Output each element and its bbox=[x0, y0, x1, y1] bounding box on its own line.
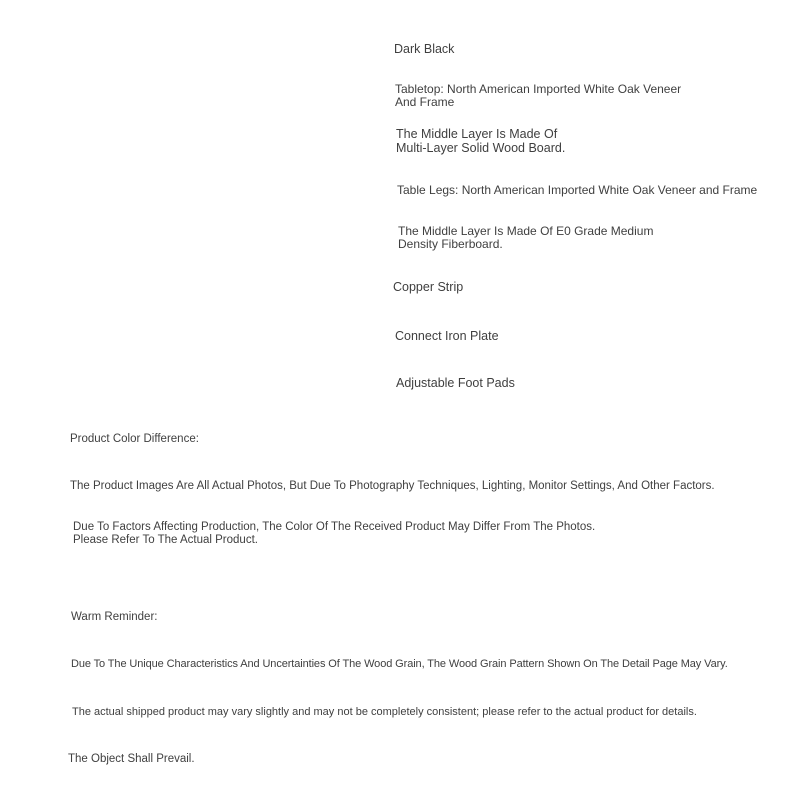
spec-tabletop-line1: Tabletop: North American Imported White Oak Veneer bbox=[395, 82, 682, 96]
reminder-shipped-product: The actual shipped product may vary slightly and may not be completely consistent; please refer to the actual product for details. bbox=[72, 706, 697, 718]
spec-middle-layer-fiberboard bbox=[398, 225, 653, 251]
spec-tabletop-line2: And Frame bbox=[395, 95, 455, 109]
spec-foot-pads: Adjustable Foot Pads bbox=[396, 376, 515, 390]
reminder-wood-grain: Due To The Unique Characteristics And Uncertainties Of The Wood Grain, The Wood Grain Pattern Shown On The Detail Page May Vary. bbox=[71, 658, 728, 670]
spec-middle-layer-wood-line1: The Middle Layer Is Made Of bbox=[396, 127, 558, 141]
spec-copper-strip: Copper Strip bbox=[393, 280, 464, 294]
spec-middle-layer-wood-line2: Multi-Layer Solid Wood Board. bbox=[396, 141, 566, 155]
spec-middle-layer-fiberboard-line1: The Middle Layer Is Made Of E0 Grade Medium bbox=[398, 224, 654, 238]
spec-middle-layer-wood bbox=[396, 127, 565, 155]
color-difference-note bbox=[73, 521, 595, 547]
reminder-object-prevails: The Object Shall Prevail. bbox=[68, 753, 195, 765]
spec-middle-layer-fiberboard-line2: Density Fiberboard. bbox=[398, 237, 503, 251]
reminder-heading: Warm Reminder: bbox=[71, 611, 158, 623]
color-difference-note-line2: Please Refer To The Actual Product. bbox=[73, 534, 258, 546]
color-difference-heading: Product Color Difference: bbox=[70, 433, 199, 445]
spec-color: Dark Black bbox=[394, 42, 455, 56]
color-difference-paragraph: The Product Images Are All Actual Photos, But Due To Photography Techniques, Lighting, Monitor Settings, And Other Factors. bbox=[70, 480, 715, 492]
color-difference-note-line1: Due To Factors Affecting Production, The Color Of The Received Product May Differ From The Photos. bbox=[73, 521, 596, 533]
spec-tabletop bbox=[395, 83, 681, 109]
spec-iron-plate: Connect Iron Plate bbox=[395, 329, 499, 343]
spec-table-legs: Table Legs: North American Imported White Oak Veneer and Frame bbox=[397, 183, 758, 197]
